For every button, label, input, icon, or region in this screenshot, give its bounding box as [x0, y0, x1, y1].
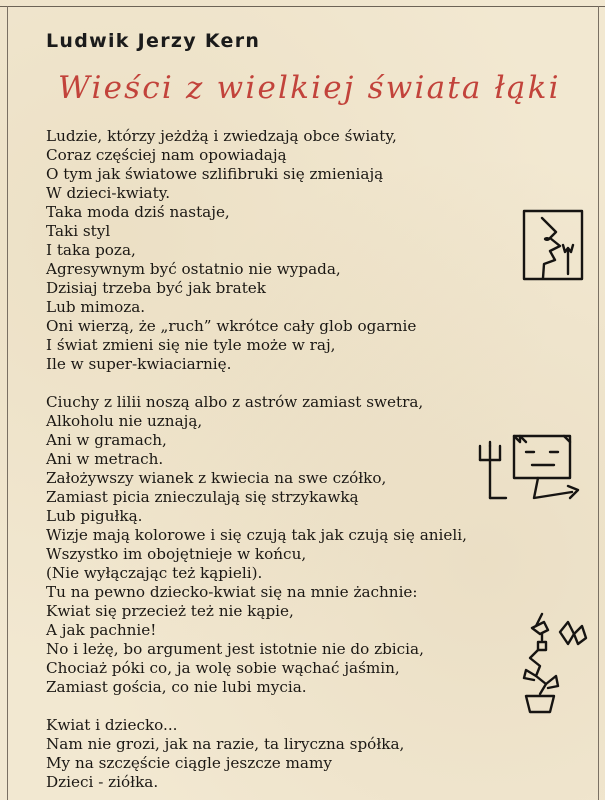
poem-line: Ile w super-kwiaciarnię. [46, 355, 232, 373]
poem-line: Ani w gramach, [46, 431, 167, 449]
author-name: Ludwik Jerzy Kern [46, 30, 261, 52]
poem-line: Wszystko im obojętnieje w końcu, [46, 545, 307, 563]
poem-line: My na szczęście ciągle jeszcze mamy [46, 754, 332, 772]
poem-line: Oni wierzą, że „ruch” wkrótce cały glob ogarnie [46, 317, 417, 335]
left-rule [7, 6, 8, 800]
poem-line: A jak pachnie! [46, 621, 157, 639]
face-with-flower-doodle-icon [520, 208, 586, 282]
right-rule [598, 6, 599, 800]
poem-line: Dzieci - ziółka. [46, 773, 159, 791]
poem-line: Założywszy wianek z kwiecia na swe czółko, [46, 469, 387, 487]
poem-line: Agresywnym być ostatnio nie wypada, [46, 260, 341, 278]
poem-line: No i leżę, bo argument jest istotnie nie do zbicia, [46, 640, 424, 658]
poem-line: W dzieci-kwiaty. [46, 184, 171, 202]
poem-line: (Nie wyłączając też kąpieli). [46, 564, 263, 582]
poem-line: Nam nie grozi, jak na razie, ta liryczna spółka, [46, 735, 405, 753]
poem-line: I świat zmieni się nie tyle może w raj, [46, 336, 336, 354]
poem-line: Dzisiaj trzeba być jak bratek [46, 279, 266, 297]
poem-line: Ciuchy z lilii noszą albo z astrów zamiast swetra, [46, 393, 424, 411]
poem-line: O tym jak światowe szlifibruki się zmieniają [46, 165, 384, 183]
poem-line: Lub pigułką. [46, 507, 143, 525]
grumpy-box-with-fork-doodle-icon [474, 432, 584, 512]
poem-line: Ani w metrach. [46, 450, 164, 468]
poem-line: Zamiast picia znieczulają się strzykawką [46, 488, 359, 506]
poem-line: Coraz częściej nam opowiadają [46, 146, 287, 164]
poem-line: Lub mimoza. [46, 298, 146, 316]
poem-line: Taki styl [46, 222, 111, 240]
poem-line: Alkoholu nie uznają, [46, 412, 203, 430]
poem-line: Kwiat się przecież też nie kąpie, [46, 602, 294, 620]
poem-line: Wizje mają kolorowe i się czują tak jak czują się anieli, [46, 526, 467, 544]
poem-line: I taka poza, [46, 241, 136, 259]
flower-in-pot-with-butterfly-doodle-icon [516, 604, 590, 716]
poem-title: Wieści z wielkiej świata łąki [58, 70, 561, 106]
poem-line: Taka moda dziś nastaje, [46, 203, 230, 221]
poem-line: Zamiast gościa, co nie lubi mycia. [46, 678, 307, 696]
poem-line: Kwiat i dziecko... [46, 716, 178, 734]
poem-line: Chociaż póki co, ja wolę sobie wąchać jaśmin, [46, 659, 400, 677]
poem-line: Ludzie, którzy jeżdżą i zwiedzają obce światy, [46, 127, 397, 145]
top-rule [0, 6, 605, 7]
poem-line: Tu na pewno dziecko-kwiat się na mnie żachnie: [46, 583, 418, 601]
